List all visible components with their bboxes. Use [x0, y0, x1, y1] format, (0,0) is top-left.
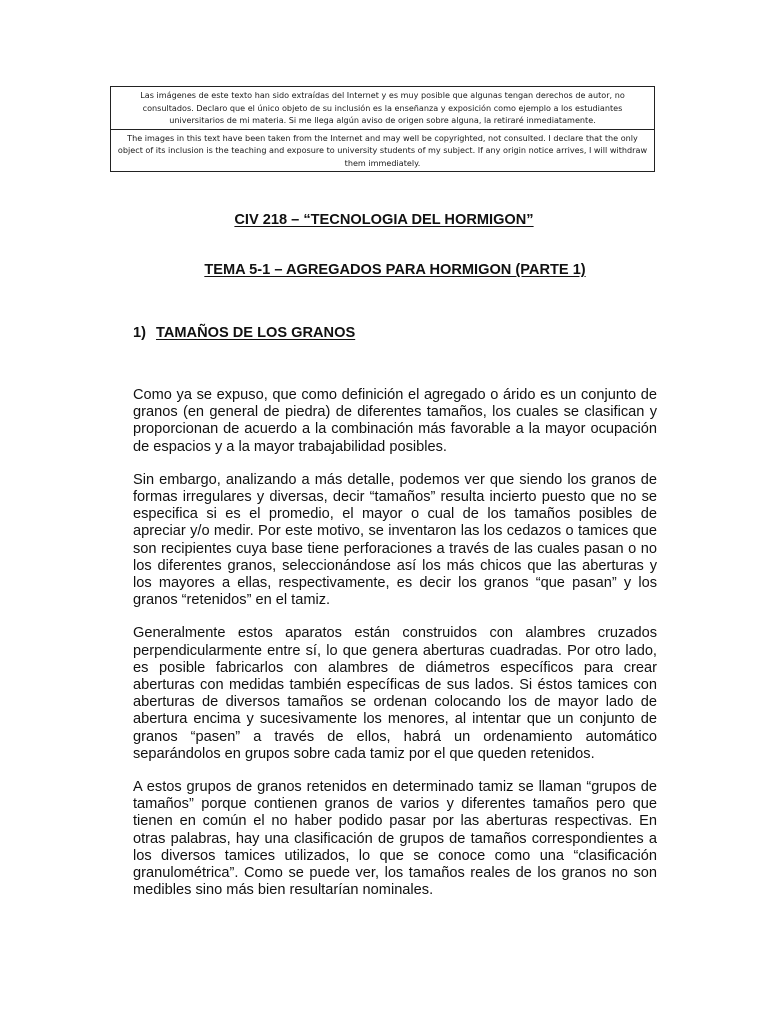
- paragraph: Generalmente estos aparatos están construidos con alambres cruzados perpendicularmente entre sí, lo que genera aberturas cuadradas. Por otro lado, es posible fabricarlos con alambres de diámetros específicos para crear aberturas con medidas también específicas de sus lados. Si éstos tamices con aberturas de diversos tamaños se ordenan colocando los de mayor lado de abertura encima y sucesivamente los menores, al intentar que un conjunto de granos “pasen” a través de ellos, habrá un ordenamiento automático separándolos en grupos sobre cada tamiz por el que queden retenidos.: [133, 625, 657, 762]
- disclaimer-spanish: Las imágenes de este texto han sido extraídas del Internet y es muy posible que algunas tengan derechos de autor, no consultados. Declaro que el único objeto de su inclusión es la enseñanza y exposición como ejemplo a los estudiantes universitarios de mi materia. Si me llega algún aviso de origen sobre alguna, la retiraré inmediatamente.: [111, 87, 654, 130]
- topic-title: TEMA 5-1 – AGREGADOS PARA HORMIGON (PARTE 1): [204, 262, 586, 278]
- disclaimer-english: The images in this text have been taken from the Internet and may well be copyrighted, not consulted. I declare that the only object of its inclusion is the teaching and exposure to university students of my subject. If any origin notice arrives, I will withdraw them immediately.: [117, 132, 648, 168]
- course-title: CIV 218 – “TECNOLOGIA DEL HORMIGON”: [234, 212, 534, 228]
- paragraph: Como ya se expuso, que como definición el agregado o árido es un conjunto de granos (en general de piedra) de diferentes tamaños, los cuales se clasifican y proporcionan de acuerdo a la combinación más favorable a la mayor ocupación de espacios y a la mayor trabajabilidad posibles.: [133, 387, 657, 455]
- section-title: TAMAÑOS DE LOS GRANOS: [156, 325, 356, 341]
- body-text: [133, 387, 657, 915]
- paragraph: Sin embargo, analizando a más detalle, podemos ver que siendo los granos de formas irregulares y diversas, decir “tamaños” resulta incierto puesto que no se especifica si es el promedio, el mayor o cual de los tamaños posibles de apreciar y/o medir. Por este motivo, se inventaron las los cedazos o tamices que son recipientes cuya base tiene perforaciones a través de las cuales pasan o no los diferentes granos, seleccionándose así los más chicos que las aberturas y los mayores a ellas, respectivamente, es decir los granos “que pasan” y los granos “retenidos” en el tamiz.: [133, 471, 657, 609]
- copyright-disclaimer-box: [110, 86, 655, 172]
- paragraph: A estos grupos de granos retenidos en determinado tamiz se llaman “grupos de tamaños” porque contienen granos de varios y diferentes tamaños pero que tienen en común el no haber podido pasar por las aberturas respectivas. En otras palabras, hay una clasificación de grupos de tamaños correspondientes a los diversos tamices utilizados, lo que se conoce como una “clasificación granulométrica”. Como se puede ver, los tamaños reales de los granos no son medibles sino más bien resultarían nominales.: [133, 779, 657, 899]
- section-number: 1): [133, 325, 146, 341]
- section-heading: [133, 325, 355, 341]
